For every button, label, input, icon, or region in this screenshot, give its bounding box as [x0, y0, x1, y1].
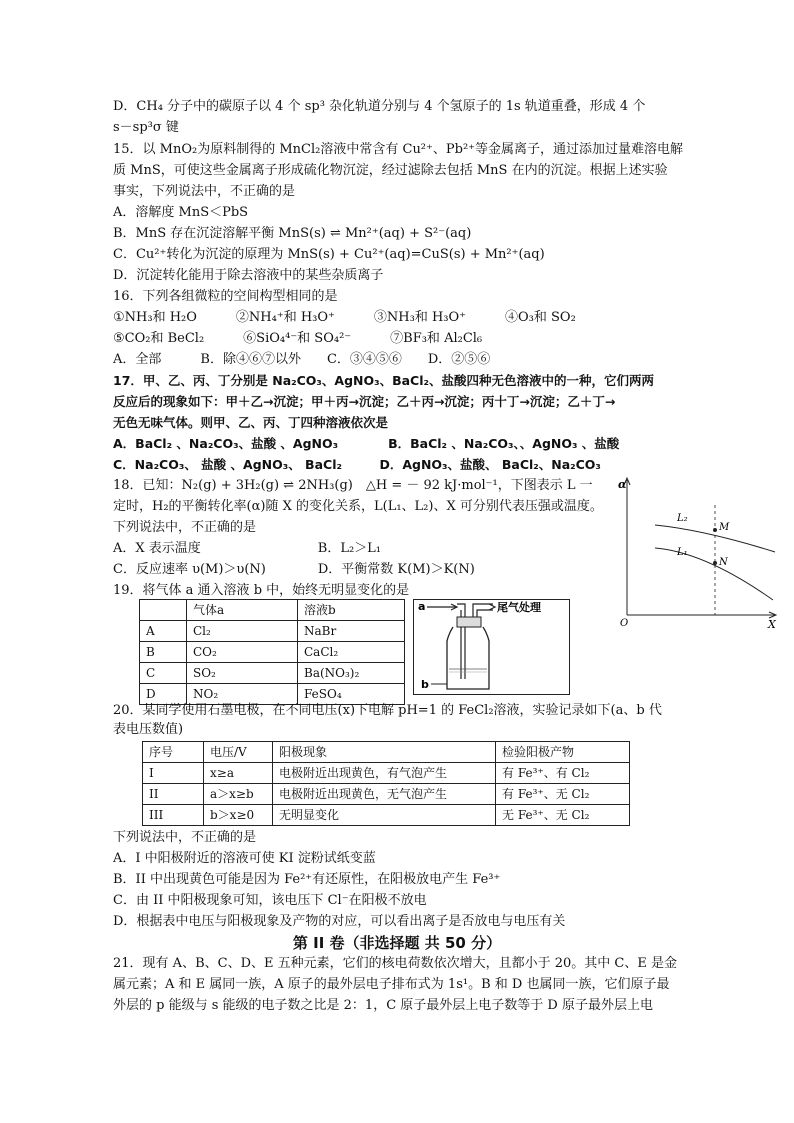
q20-option-c: C．由 II 中阳极现象可知，该电压下 Cl⁻在阳极不放电 [113, 893, 427, 908]
q17-stem-line2: 反应后的现象如下：甲＋乙→沉淀；甲＋丙→沉淀；乙＋丙→沉淀；丙十丁→沉淀；乙＋丁→ [113, 394, 616, 409]
gas-bottle-apparatus [413, 599, 570, 695]
table-cell: SO₂ [187, 663, 298, 684]
table-cell: FeSO₄ [298, 684, 405, 705]
y-axis-label: α [618, 478, 627, 491]
point-m-label: M [719, 522, 730, 533]
table-cell: 阳极现象 [273, 742, 496, 763]
table-cell: D [140, 684, 187, 705]
q17-options-ab: A．BaCl₂ 、Na₂CO₃、盐酸 、AgNO₃ B．BaCl₂ 、Na₂CO₃、、AgNO₃ 、盐酸 [113, 436, 620, 451]
table-row [143, 763, 630, 784]
q15-option-a: A．溶解度 MnS＜PbS [113, 205, 249, 220]
table-cell: A [140, 621, 187, 642]
table-cell: 无 Fe³⁺、无 Cl₂ [496, 805, 630, 826]
table-cell: 序号 [143, 742, 204, 763]
table-cell: Cl₂ [187, 621, 298, 642]
table-row [143, 784, 630, 805]
table-cell: 电极附近出现黄色，无气泡产生 [273, 784, 496, 805]
table-cell: 有 Fe³⁺、无 Cl₂ [496, 784, 630, 805]
q20-option-a: A．I 中阳极附近的溶液可使 KI 淀粉试纸变蓝 [113, 851, 376, 866]
q16-items-line1: ①NH₃和 H₂O ②NH₄⁺和 H₃O⁺ ③NH₃和 H₃O⁺ ④O₃和 SO₂ [113, 310, 576, 325]
section-title: 第 II 卷（非选择题 共 50 分） [292, 934, 502, 952]
q15-stem-line2: 质 MnS，可使这些金属离子形成硫化物沉淀，经过滤除去包括 MnS 在内的沉淀。根据上述实验 [113, 163, 668, 178]
table-cell: I [143, 763, 204, 784]
curve-l1 [655, 548, 773, 600]
table-row [140, 642, 405, 663]
table-cell: 溶液b [298, 600, 405, 621]
q14-option-d-line2: s－sp³σ 键 [113, 120, 179, 135]
curve-l2-label: L₂ [677, 513, 688, 524]
q20-option-d: D．根据表中电压与阳极现象及产物的对应，可以看出离子是否放电与电压有关 [113, 914, 566, 929]
table-row [143, 805, 630, 826]
origin-label: O [620, 618, 629, 629]
q20-stem-line2: 表电压数值) [113, 722, 184, 737]
q19-stem: 19．将气体 a 通入溶液 b 中，始终无明显变化的是 [113, 583, 410, 598]
point-m [713, 528, 717, 532]
q15-option-d: D．沉淀转化能用于除去溶液中的某些杂质离子 [113, 268, 384, 283]
q17-stem-line1: 17．甲、乙、丙、丁分别是 Na₂CO₃、AgNO₃、BaCl₂、盐酸四种无色溶液中的一种，它们两两 [113, 373, 654, 388]
q14-option-d-line1: D．CH₄ 分子中的碳原子以 4 个 sp³ 杂化轨道分别与 4 个氢原子的 1s 轨道重叠，形成 4 个 [113, 99, 646, 114]
table-cell: b＞x≥0 [204, 805, 273, 826]
q20-table [142, 741, 630, 826]
table-row [140, 621, 405, 642]
q21-stem-line1: 21．现有 A、B、C、D、E 五种元素，它们的核电荷数依次增大，且都小于 20。其中 C、E 是金 [113, 956, 677, 971]
q15-option-c: C．Cu²⁺转化为沉淀的原理为 MnS(s) + Cu²⁺(aq)=CuS(s) + Mn²⁺(aq) [113, 247, 545, 262]
q18-stem-line3: 下列说法中，不正确的是 [113, 520, 257, 535]
q16-stem: 16．下列各组微粒的空间构型相同的是 [113, 289, 338, 304]
table-cell: 电压/V [204, 742, 273, 763]
table-cell: CO₂ [187, 642, 298, 663]
table-cell: B [140, 642, 187, 663]
table-cell: NaBr [298, 621, 405, 642]
label-b: b [421, 678, 429, 691]
table-cell: Ba(NO₃)₂ [298, 663, 405, 684]
q20-option-b: B．II 中出现黄色可能是因为 Fe²⁺有还原性，在阳极放电产生 Fe³⁺ [113, 872, 501, 887]
q15-option-b: B．MnS 存在沉淀溶解平衡 MnS(s) ⇌ Mn²⁺(aq) + S²⁻(aq) [113, 226, 472, 241]
table-cell [140, 600, 187, 621]
table-row [140, 663, 405, 684]
q17-stem-line3: 无色无味气体。则甲、乙、丙、丁四种溶液依次是 [113, 415, 389, 430]
table-cell: III [143, 805, 204, 826]
table-header-row [140, 600, 405, 621]
tail-gas-label: 尾气处理 [497, 601, 541, 614]
q18-options-ab: A．X 表示温度 B．L₂＞L₁ [113, 541, 382, 556]
table-header-row [143, 742, 630, 763]
table-cell: CaCl₂ [298, 642, 405, 663]
q21-stem-line3: 外层的 p 能级与 s 能级的电子数之比是 2：1，C 原子最外层上电子数等于 D 原子最外层上电 [113, 998, 653, 1013]
table-cell: 有 Fe³⁺、有 Cl₂ [496, 763, 630, 784]
q16-options: A．全部 B．除④⑥⑦以外 C．③④⑤⑥ D．②⑤⑥ [113, 352, 491, 367]
x-axis-label: X [768, 618, 776, 630]
table-cell: a＞x≥b [204, 784, 273, 805]
q16-items-line2: ⑤CO₂和 BeCl₂ ⑥SiO₄⁴⁻和 SO₄²⁻ ⑦BF₃和 Al₂Cl₆ [113, 331, 483, 346]
point-n [713, 561, 717, 565]
table-cell: 电极附近出现黄色，有气泡产生 [273, 763, 496, 784]
table-cell: 气体a [187, 600, 298, 621]
curve-l1-label: L₁ [677, 547, 688, 558]
table-cell: NO₂ [187, 684, 298, 705]
q17-options-cd: C．Na₂CO₃、 盐酸 、AgNO₃、 BaCl₂ D．AgNO₃、盐酸、 BaCl₂、Na₂CO₃ [113, 457, 601, 472]
q18-stem-line2: 定时，H₂的平衡转化率(α)随 X 的变化关系，L(L₁、L₂)、X 可分别代表压强或温度。 [113, 499, 603, 514]
table-cell: 检验阳极产物 [496, 742, 630, 763]
table-cell: II [143, 784, 204, 805]
q15-stem-line3: 事实，下列说法中，不正确的是 [113, 184, 296, 199]
table-cell: 无明显变化 [273, 805, 496, 826]
table-cell: C [140, 663, 187, 684]
q18-options-cd: C．反应速率 υ(M)＞υ(N) D．平衡常数 K(M)＞K(N) [113, 562, 475, 577]
table-cell: x≥a [204, 763, 273, 784]
q19-table [139, 599, 405, 705]
q18-graph [615, 470, 790, 630]
q21-stem-line2: 属元素；A 和 E 属同一族，A 原子的最外层电子排布式为 1s¹。B 和 D 也属同一族，它们原子最 [113, 977, 670, 992]
q20-stem-line1: 20．某同学使用石墨电极，在不同电压(x)下电解 pH=1 的 FeCl₂溶液，实验记录如下(a、b 代 [113, 703, 662, 718]
point-n-label: N [719, 557, 728, 568]
label-a: a [418, 600, 426, 613]
q15-stem-line1: 15．以 MnO₂为原料制得的 MnCl₂溶液中常含有 Cu²⁺、Pb²⁺等金属离子，通过添加过量难溶电解 [113, 142, 684, 157]
q18-stem-line1: 18．已知：N₂(g) + 3H₂(g) ⇌ 2NH₃(g) △H = － 92 kJ·mol⁻¹，下图表示 L 一 [113, 478, 593, 493]
q20-prompt: 下列说法中，不正确的是 [113, 830, 257, 845]
